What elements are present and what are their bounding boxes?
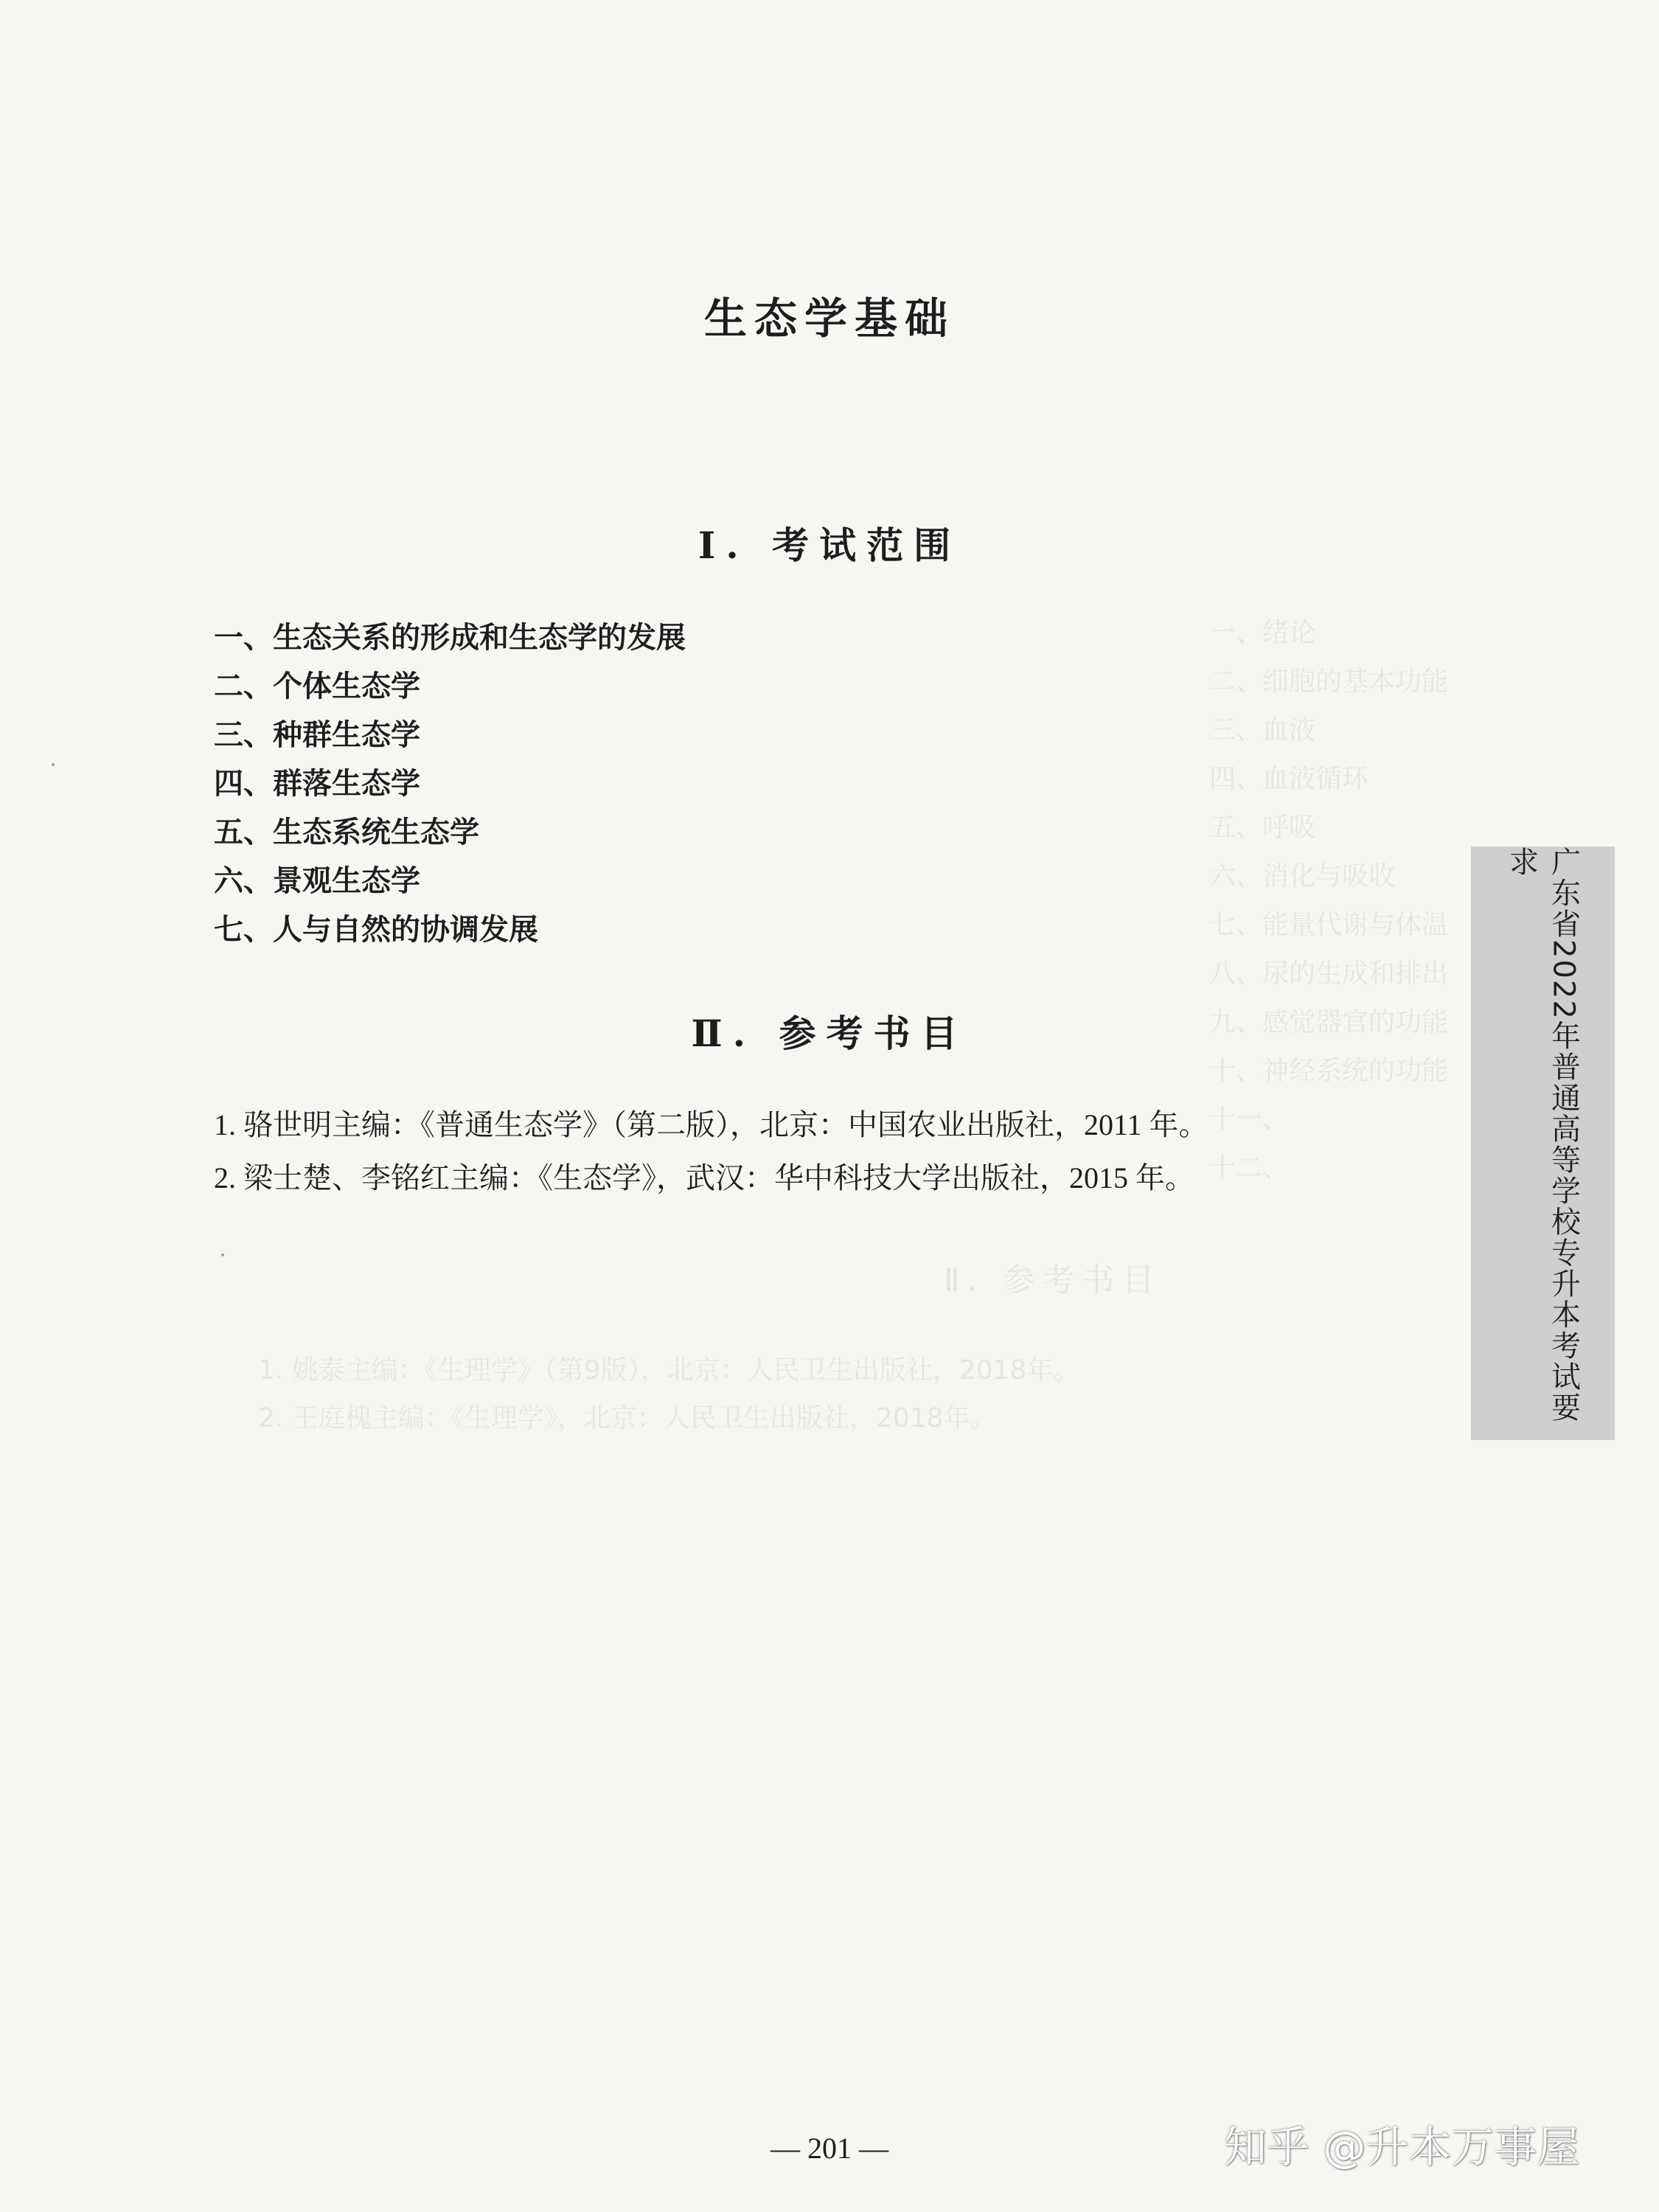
- exam-scope-list: [214, 613, 686, 954]
- list-item: 一、生态关系的形成和生态学的发展: [214, 621, 686, 655]
- side-tab: [1471, 846, 1615, 1440]
- watermark: 知乎 @升本万事屋: [1224, 2122, 1580, 2172]
- bleed-through-text: 四、血液循环: [1209, 764, 1369, 794]
- bleed-through-text: 十二、: [1209, 1153, 1290, 1183]
- list-item: 五、生态系统生态学: [214, 815, 479, 849]
- page-title: 生态学基础: [703, 293, 955, 344]
- list-item: 二、个体生态学: [214, 669, 420, 703]
- list-item: 七、人与自然的协调发展: [214, 913, 538, 947]
- bleed-through-text: 八、尿的生成和排出: [1209, 959, 1449, 989]
- list-item: 六、景观生态学: [214, 864, 420, 898]
- bleed-through-text: 九、感觉器官的功能: [1209, 1007, 1449, 1037]
- reference-books-heading: Ⅱ. 参考书目: [691, 1012, 968, 1055]
- side-tab-label: 广东省2022年普通高等学校专升本考试要求: [1504, 846, 1581, 1423]
- page-number: — 201 —: [771, 2132, 888, 2165]
- exam-scope-heading: Ⅰ. 考试范围: [698, 524, 961, 567]
- list-item: 三、种群生态学: [214, 718, 420, 752]
- bleed-through-text: 三、血液: [1209, 715, 1316, 745]
- list-item: 1. 骆世明主编：《普通生态学》（第二版），北京：中国农业出版社，2011 年。: [214, 1108, 1208, 1141]
- bleed-through-text: 1. 姚泰主编：《生理学》（第9版），北京：人民卫生出版社，2018年。: [258, 1355, 1080, 1385]
- bleed-through-text: 六、消化与吸收: [1209, 861, 1396, 891]
- bleed-through-text: 二、细胞的基本功能: [1209, 667, 1449, 697]
- scan-speck: [221, 1253, 224, 1256]
- list-item: 四、群落生态学: [214, 767, 420, 801]
- bleed-through-text: 2. 王庭槐主编：《生理学》，北京：人民卫生出版社，2018年。: [258, 1403, 997, 1433]
- list-item: 2. 梁士楚、李铭红主编：《生态学》，武汉：华中科技大学出版社，2015 年。: [214, 1161, 1194, 1194]
- bleed-through-text: Ⅱ. 参考书目: [944, 1262, 1162, 1299]
- bleed-through-text: 七、能量代谢与体温: [1209, 910, 1449, 940]
- bleed-through-text: 五、呼吸: [1209, 813, 1316, 843]
- scan-speck: [52, 763, 55, 766]
- bleed-through-text: 一、绪论: [1209, 618, 1316, 648]
- bleed-through-text: 十、神经系统的功能: [1209, 1056, 1449, 1086]
- reference-books-list: [214, 1099, 1208, 1205]
- bleed-through-text: 十一、: [1209, 1105, 1290, 1135]
